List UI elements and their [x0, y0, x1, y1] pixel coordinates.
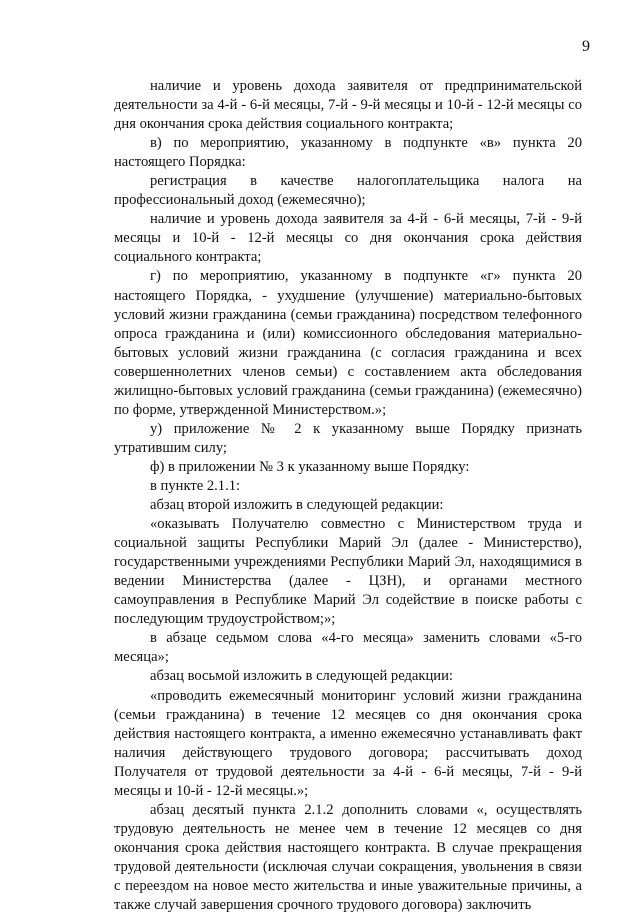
paragraph: абзац десятый пункта 2.1.2 дополнить словами «, осуществлять трудовую деятельность не менее чем в течение 12 месяцев со дня окончания срока действия настоящего контракта. В случае прекращения трудовой деятельности (исключая случаи сокращения, увольнения в связи с переездом на новое место жительства и иные уважительные причины, а также случай завершения срочного трудового договора) заключить: [114, 801, 582, 914]
paragraph: в пункте 2.1.1:: [150, 477, 241, 494]
paragraph: ф) в приложении № 3 к указанному выше Порядку:: [150, 458, 470, 475]
paragraph: «оказывать Получателю совместно с Министерством труда и социальной защиты Республики Марий Эл (далее - Министерство), государственными учреждениями Республики Марий Эл, находящимися в ведении Министерства (далее - ЦЗН), и органами местного самоуправления в Республике Марий Эл содействие в поиске работы с последующим трудоустройством;»;: [114, 516, 582, 628]
paragraph: в абзаце седьмом слова «4-го месяца» заменить словами «5-го месяца»;: [114, 630, 582, 666]
paragraph: г) по мероприятию, указанному в подпункте «г» пункта 20 настоящего Порядка, - ухудшение (улучшение) материально-бытовых условий жизни гражданина (семьи гражданина) посредством телефонного опроса гражданина и (или) комиссионного обследования материально-бытовых условий жизни гражданина (с согласия гражданина и всех совершеннолетних членов семьи) с составлением акта обследования жилищно-бытовых условий гражданина (семьи гражданина) (ежемесячно) по форме, утвержденной Министерством.»;: [114, 268, 582, 418]
paragraph: наличие и уровень дохода заявителя от предпринимательской деятельности за 4-й - 6-й месяцы, 7-й - 9-й месяцы и 10-й - 12-й месяцы со дня окончания срока действия социального контракта;: [114, 78, 582, 133]
paragraph: абзац восьмой изложить в следующей редакции:: [150, 668, 453, 685]
document-body: [114, 77, 582, 915]
paragraph: «проводить ежемесячный мониторинг условий жизни гражданина (семьи гражданина) в течение 12 месяцев со дня окончания срока действия настоящего контракта, а именно ежемесячно устанавливать факт наличия действующего трудового договора; рассчитывать доход Получателя от трудовой деятельности за 4-й - 6-й месяцы, 7-й - 9-й месяцы и 10-й - 12-й месяцы.»;: [114, 687, 582, 799]
paragraph: абзац второй изложить в следующей редакции:: [150, 497, 444, 514]
paragraph: в) по мероприятию, указанному в подпункте «в» пункта 20 настоящего Порядка:: [114, 135, 582, 171]
paragraph: у) приложение № 2 к указанному выше Порядку признать утратившим силу;: [114, 420, 582, 456]
page-number: 9: [582, 38, 590, 55]
paragraph: наличие и уровень дохода заявителя за 4-й - 6-й месяцы, 7-й - 9-й месяцы и 10-й - 12-й месяцы со дня окончания срока действия социального контракта;: [114, 211, 582, 266]
paragraph: регистрация в качестве налогоплательщика налога на профессиональный доход (ежемесячно);: [114, 173, 582, 209]
